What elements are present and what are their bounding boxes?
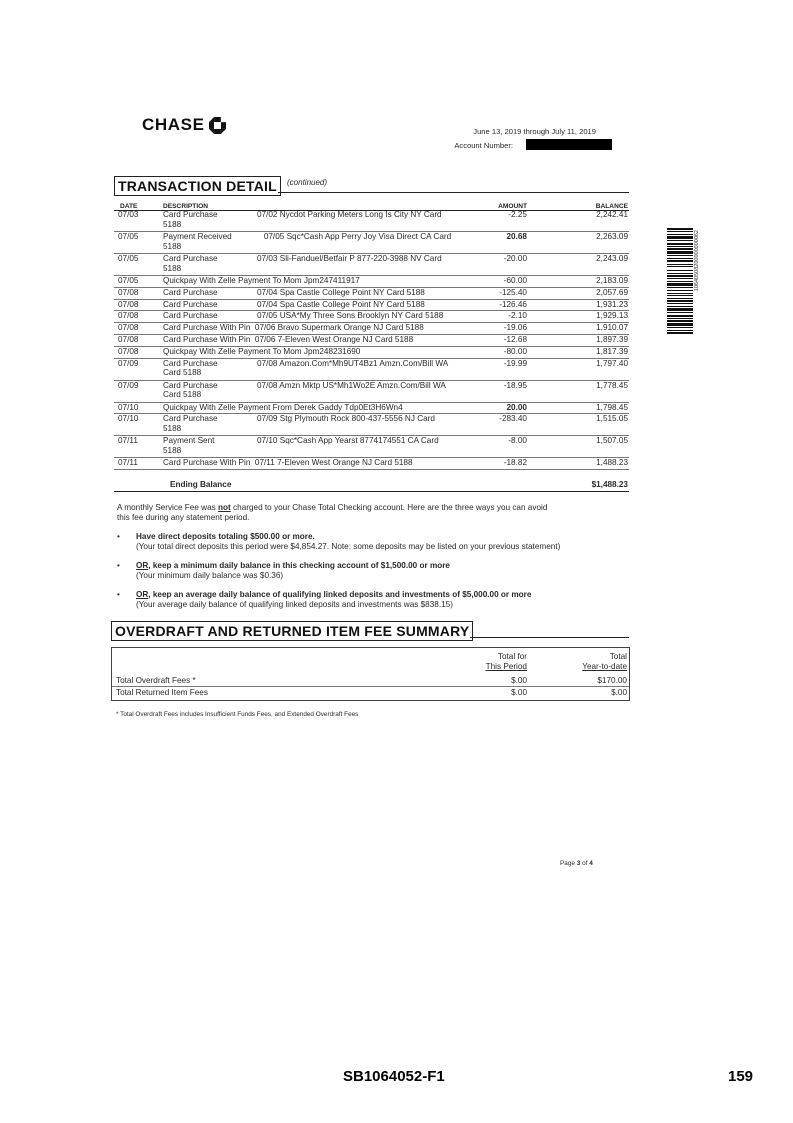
col2-line1: Total xyxy=(609,652,627,661)
transaction-description: Card Purchase xyxy=(163,287,218,297)
overdraft-footnote: * Total Overdraft Fees includes Insufficient Funds Fees, and Extended Overdraft Fees xyxy=(116,711,359,718)
overdraft-fees-period: $.00 xyxy=(511,676,527,685)
bullet-or: OR xyxy=(136,561,149,570)
ending-balance-label: Ending Balance xyxy=(170,480,232,489)
table-row xyxy=(114,381,629,403)
ending-balance-value: $1,488.23 xyxy=(591,480,628,489)
transaction-description: Quickpay With Zelle Payment To Mom Jpm247411917 xyxy=(163,276,360,285)
transaction-amount: -125.40 xyxy=(499,287,527,297)
bullet-or: OR xyxy=(136,590,149,599)
transaction-amount: -18.82 xyxy=(503,458,527,468)
transaction-detail: 07/08 Amzn Mktp US*Mh1Wo2E Amzn.Com/Bill WA xyxy=(257,380,446,390)
table-row xyxy=(114,323,629,335)
transaction-detail: 07/09 Stg Plymouth Rock 800-437-5556 NJ Card xyxy=(257,414,435,424)
transaction-description: Quickpay With Zelle Payment From Derek Gaddy Tdp0Et3H6Wn4 xyxy=(163,402,403,412)
transaction-balance: 1,929.13 xyxy=(596,311,628,321)
table-row xyxy=(114,288,629,300)
transaction-date: 07/11 xyxy=(118,436,138,446)
bullet-dot: • xyxy=(117,532,120,541)
table-row xyxy=(114,436,629,458)
transaction-date: 07/08 xyxy=(118,311,139,321)
overdraft-fees-ytd: $170.00 xyxy=(597,676,627,685)
transaction-balance: 1,897.39 xyxy=(596,334,628,344)
transaction-date: 07/05 xyxy=(118,232,139,241)
transaction-amount: -8.00 xyxy=(508,436,527,446)
transaction-date: 07/08 xyxy=(118,287,139,297)
transaction-detail: 07/04 Spa Castle College Point NY Card 5188 xyxy=(257,299,425,309)
column-this-period xyxy=(486,652,527,672)
transaction-date: 07/08 xyxy=(118,323,139,333)
column-balance: BALANCE xyxy=(595,203,628,210)
transaction-amount: -19.99 xyxy=(503,358,527,368)
transaction-detail: 07/10 Sqc*Cash App Yearst 8774174551 CA Card xyxy=(257,436,439,446)
table-row xyxy=(114,347,629,359)
column-date: DATE xyxy=(120,203,138,210)
page-total: 4 xyxy=(589,860,593,867)
notice-not: not xyxy=(218,503,231,512)
table-row xyxy=(114,254,629,276)
transaction-date: 07/09 xyxy=(118,358,139,368)
transaction-amount: -60.00 xyxy=(503,276,527,285)
transaction-balance: 2,242.41 xyxy=(596,210,628,219)
table-row xyxy=(114,276,629,288)
transaction-balance: 1,515.05 xyxy=(596,414,628,424)
transaction-amount: -19.06 xyxy=(503,323,527,333)
statement-period: June 13, 2019 through July 11, 2019 xyxy=(473,127,596,136)
transaction-balance: 2,057.69 xyxy=(596,287,628,297)
continued-label: (continued) xyxy=(287,178,328,187)
transaction-date: 07/05 xyxy=(118,276,139,285)
transaction-balance: 1,797.40 xyxy=(596,358,628,368)
transaction-description: Card Purchase With Pin 07/06 Bravo Supermark Orange NJ Card 5188 xyxy=(163,323,424,333)
overdraft-summary-table xyxy=(111,647,630,701)
transaction-description: Card Purchase Card 5188 xyxy=(163,358,218,378)
transaction-description: Payment Received 5188 xyxy=(163,232,232,251)
transaction-balance: 1,488.23 xyxy=(596,458,628,468)
table-row xyxy=(114,359,629,381)
notice-text-3: this fee during any statement period. xyxy=(117,513,250,522)
table-row xyxy=(114,300,629,312)
barcode xyxy=(667,228,693,334)
page-number xyxy=(560,860,593,867)
table-row xyxy=(114,210,629,232)
section-rule xyxy=(278,192,629,193)
transaction-detail: 07/02 Nycdot Parking Meters Long Is City NY Card xyxy=(257,210,442,219)
table-row xyxy=(114,232,629,254)
transaction-balance: 2,243.09 xyxy=(596,254,628,263)
bullet-detail: (Your total direct deposits this period were $4,854.27. Note: some deposits may be listed on your previous statement) xyxy=(136,541,561,551)
col1-line1: Total for xyxy=(497,652,527,661)
bullet-title: , keep an average daily balance of qualifying linked deposits and investments of $5,000.00 or more xyxy=(148,590,532,599)
column-description: DESCRIPTION xyxy=(163,203,209,210)
returned-item-fees-ytd: $.00 xyxy=(611,688,627,697)
transaction-description: Card Purchase xyxy=(163,299,218,309)
transaction-balance: 1,507.05 xyxy=(596,436,628,446)
table-row xyxy=(114,458,629,470)
transaction-amount: 20.00 xyxy=(506,402,527,412)
notice-text-2: charged to your Chase Total Checking account. Here are the three ways you can avoid xyxy=(230,503,548,512)
transaction-description: Payment Sent 5188 xyxy=(163,436,215,456)
transaction-description: Card Purchase 5188 xyxy=(163,414,218,434)
column-amount: AMOUNT xyxy=(498,203,527,210)
row-rule xyxy=(112,686,629,687)
bullet-dot: • xyxy=(117,561,120,570)
transaction-description: Card Purchase 5188 xyxy=(163,254,218,273)
table-row xyxy=(114,403,629,415)
service-fee-notice xyxy=(117,503,627,523)
bullet-detail: (Your minimum daily balance was $0.36) xyxy=(136,570,284,580)
transaction-detail: 07/08 Amazon.Com*Mh9UT4Bz1 Amzn.Com/Bill WA xyxy=(257,358,449,368)
transaction-balance: 1,910.07 xyxy=(596,323,628,333)
transaction-description: Card Purchase Card 5188 xyxy=(163,380,218,400)
transaction-balance: 1,931.23 xyxy=(596,299,628,309)
returned-item-fees-label: Total Returned Item Fees xyxy=(116,688,208,697)
transaction-date: 07/03 xyxy=(118,210,139,219)
transaction-date: 07/08 xyxy=(118,334,139,344)
transaction-amount: -283.40 xyxy=(499,414,527,424)
col2-line2: Year-to-date xyxy=(582,662,627,671)
logo-text: CHASE xyxy=(142,115,205,134)
table-row xyxy=(114,335,629,347)
transaction-amount: -18.95 xyxy=(503,380,527,390)
transaction-detail: 07/04 Spa Castle College Point NY Card 5188 xyxy=(257,287,425,297)
transaction-detail: 07/03 Sli-Fanduel/Betfair P 877-220-3988 NV Card xyxy=(257,254,442,263)
transaction-description: Card Purchase 5188 xyxy=(163,210,218,229)
transaction-description: Quickpay With Zelle Payment To Mom Jpm248231690 xyxy=(163,346,361,356)
overdraft-summary-title: OVERDRAFT AND RETURNED ITEM FEE SUMMARY xyxy=(111,621,473,641)
col1-line2: This Period xyxy=(485,662,527,671)
chase-octagon-icon xyxy=(209,117,226,134)
page-label: Page xyxy=(560,860,575,867)
transaction-description: Card Purchase With Pin 07/06 7-Eleven West Orange NJ Card 5188 xyxy=(163,334,414,344)
transaction-date: 07/05 xyxy=(118,254,139,263)
transaction-date: 07/08 xyxy=(118,299,139,309)
transaction-date: 07/11 xyxy=(118,458,138,468)
transaction-date: 07/09 xyxy=(118,380,139,390)
returned-item-fees-period: $.00 xyxy=(511,688,527,697)
overdraft-fees-label: Total Overdraft Fees * xyxy=(116,676,196,685)
bullet-title: , keep a minimum daily balance in this checking account of $1,500.00 or more xyxy=(148,561,450,570)
transaction-detail: 07/05 USA*My Three Sons Brooklyn NY Card 5188 xyxy=(257,311,444,321)
bullet-title: Have direct deposits totaling $500.00 or more. xyxy=(136,532,315,541)
transaction-amount: -12.68 xyxy=(503,334,527,344)
transaction-detail: 07/05 Sqc*Cash App Perry Joy Visa Direct CA Card xyxy=(257,232,452,241)
column-year-to-date xyxy=(582,652,627,672)
transaction-detail-title: TRANSACTION DETAIL xyxy=(114,176,281,196)
bullet-detail: (Your average daily balance of qualifying linked deposits and investments was $838.15) xyxy=(136,599,453,609)
transaction-date: 07/08 xyxy=(118,346,139,356)
section-rule xyxy=(470,637,629,638)
ending-balance-row xyxy=(114,480,629,490)
transaction-amount: -80.00 xyxy=(503,346,527,356)
transaction-balance: 2,183.09 xyxy=(596,276,628,285)
transaction-amount: -2.10 xyxy=(508,311,527,321)
transaction-balance: 1,817.39 xyxy=(596,346,628,356)
transaction-amount: -126.46 xyxy=(499,299,527,309)
barcode-number: 10640508200000000062 xyxy=(694,230,700,292)
ending-rule xyxy=(114,491,629,492)
bullet-dot: • xyxy=(117,590,120,599)
bates-number: 159 xyxy=(728,1068,754,1085)
table-row xyxy=(114,414,629,436)
bates-stamp: SB1064052-F1 xyxy=(343,1068,445,1085)
transaction-date: 07/10 xyxy=(118,402,139,412)
transaction-description: Card Purchase xyxy=(163,311,218,321)
transaction-description: Card Purchase With Pin 07/11 7-Eleven West Orange NJ Card 5188 xyxy=(163,458,413,468)
transaction-table xyxy=(114,210,629,470)
chase-logo xyxy=(142,115,226,135)
transaction-balance: 2,263.09 xyxy=(596,232,628,241)
transaction-amount: -20.00 xyxy=(503,254,527,263)
transaction-amount: -2.25 xyxy=(508,210,527,219)
page-current: 3 xyxy=(576,860,581,867)
transaction-amount: 20.68 xyxy=(506,232,527,241)
account-number-label: Account Number: xyxy=(454,141,513,150)
page-of: of xyxy=(582,860,588,867)
transaction-balance: 1,798.45 xyxy=(596,402,628,412)
table-row xyxy=(114,311,629,323)
account-number-redaction xyxy=(526,139,612,150)
notice-text-1: A monthly Service Fee was xyxy=(117,503,219,512)
transaction-balance: 1,778.45 xyxy=(596,380,628,390)
transaction-date: 07/10 xyxy=(118,414,139,424)
